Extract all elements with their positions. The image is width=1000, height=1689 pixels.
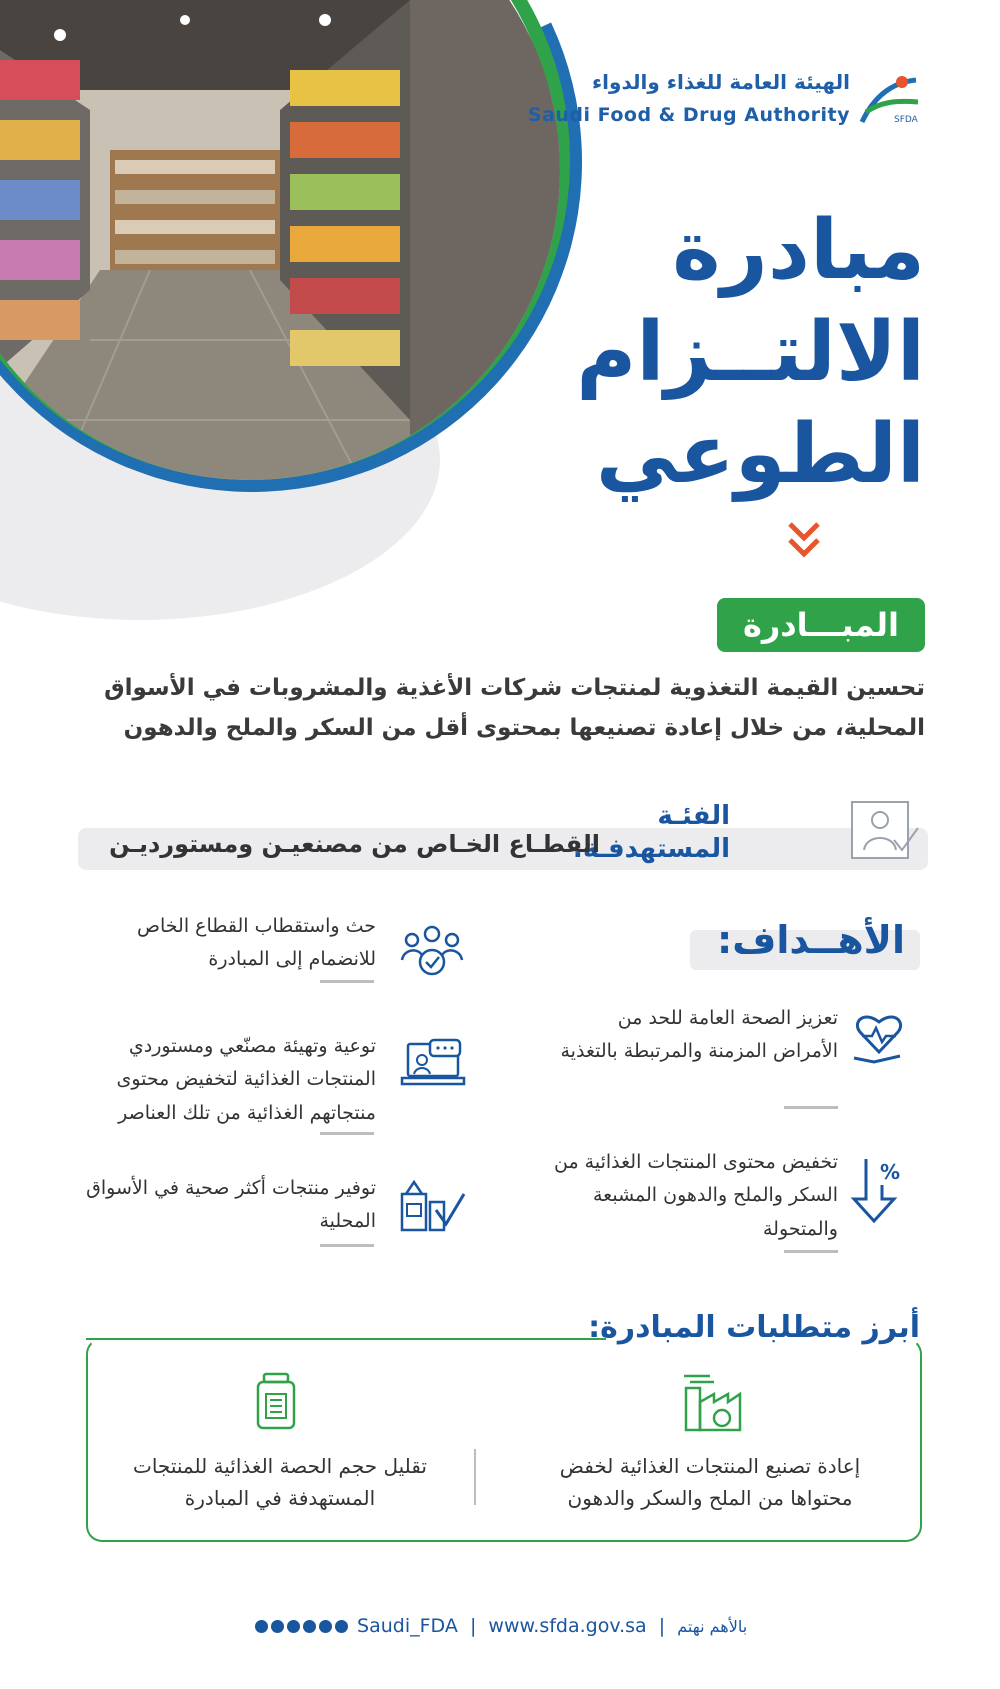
title-line-1: مبادرة	[672, 203, 925, 298]
goal-underline	[320, 1244, 374, 1247]
requirement-item: تقليل حجم الحصة الغذائية للمنتجات المستهدفة في المبادرة	[133, 1454, 427, 1510]
logo-arabic-name: الهيئة العامة للغذاء والدواء	[591, 70, 850, 94]
goal-item: توعية وتهيئة مصنّعي ومستوردي المنتجات الغذائية لتخفيض محتوى منتجاتهم الغذائية من تلك العناصر	[116, 1035, 376, 1124]
jar-icon	[256, 1372, 296, 1434]
percent-down-icon	[850, 1155, 904, 1229]
goal-item: توفير منتجات أكثر صحية في الأسواق المحلية	[86, 1177, 376, 1233]
product-check-icon	[400, 1180, 466, 1238]
youtube-icon[interactable]	[287, 1620, 300, 1633]
svg-text:%: %	[880, 1160, 901, 1184]
goal-underline	[320, 980, 374, 983]
heart-hand-icon	[850, 1008, 908, 1070]
requirement-item: إعادة تصنيع المنتجات الغذائية لخفض محتواها من الملح والسكر والدهون	[559, 1454, 861, 1510]
goal-underline	[784, 1250, 838, 1253]
website-link[interactable]: www.sfda.gov.sa	[488, 1615, 647, 1637]
initiative-description: تحسين القيمة التغذوية لمنتجات شركات الأغذية والمشروبات في الأسواق المحلية، من خلال إعادة تصنيعها بمحتوى أقل من السكر والملح والدهون	[104, 675, 925, 742]
goal-item: تعزيز الصحة العامة للحد من الأمراض المزمنة والمرتبطة بالتغذية	[560, 1007, 838, 1063]
target-value: القطـاع الخـاص من مصنعيـن ومستورديـن	[109, 830, 600, 858]
requirements-box-top-line	[86, 1338, 606, 1340]
requirements-title: أبرز متطلبات المبادرة:	[588, 1310, 920, 1345]
svg-text:SFDA: SFDA	[894, 115, 918, 125]
sfda-logo-mark	[856, 72, 922, 134]
instagram-icon[interactable]	[303, 1620, 316, 1633]
goal-underline	[320, 1132, 374, 1135]
footer: Saudi_FDA | www.sfda.gov.sa | بالأهم نهتم	[255, 1615, 747, 1637]
title-line-3: الطوعي	[595, 407, 925, 502]
title-line-2: الالتــزام	[576, 305, 925, 400]
slogan: بالأهم نهتم	[677, 1617, 748, 1636]
supermarket-aisle-photo	[0, 0, 560, 480]
logo-english-name: Saudi Food & Drug Authority	[527, 104, 850, 126]
requirements-divider	[474, 1449, 476, 1505]
goal-item: حث واستقطاب القطاع الخاص للانضمام إلى المبادرة	[137, 915, 376, 971]
goal-item: تخفيض محتوى المنتجات الغذائية من السكر والملح والدهون المشبعة والمتحولة	[554, 1151, 838, 1240]
target-label-line-2: المستهدفـة:	[572, 833, 730, 864]
people-group-icon	[400, 922, 464, 982]
target-person-icon	[850, 800, 920, 866]
snapchat-icon[interactable]	[271, 1620, 284, 1633]
linkedin-icon[interactable]	[319, 1620, 332, 1633]
factory-icon	[680, 1372, 744, 1438]
facebook-icon[interactable]	[335, 1620, 348, 1633]
chevron-down-icon	[786, 520, 822, 564]
initiative-label: المبـــادرة	[717, 598, 925, 652]
laptop-chat-icon	[400, 1038, 466, 1094]
social-handle[interactable]: Saudi_FDA	[357, 1615, 458, 1637]
target-label-line-1: الفئـة	[657, 801, 730, 831]
goals-title: الأهــداف:	[717, 918, 905, 962]
goal-underline	[784, 1106, 838, 1109]
twitter-icon[interactable]	[255, 1620, 268, 1633]
